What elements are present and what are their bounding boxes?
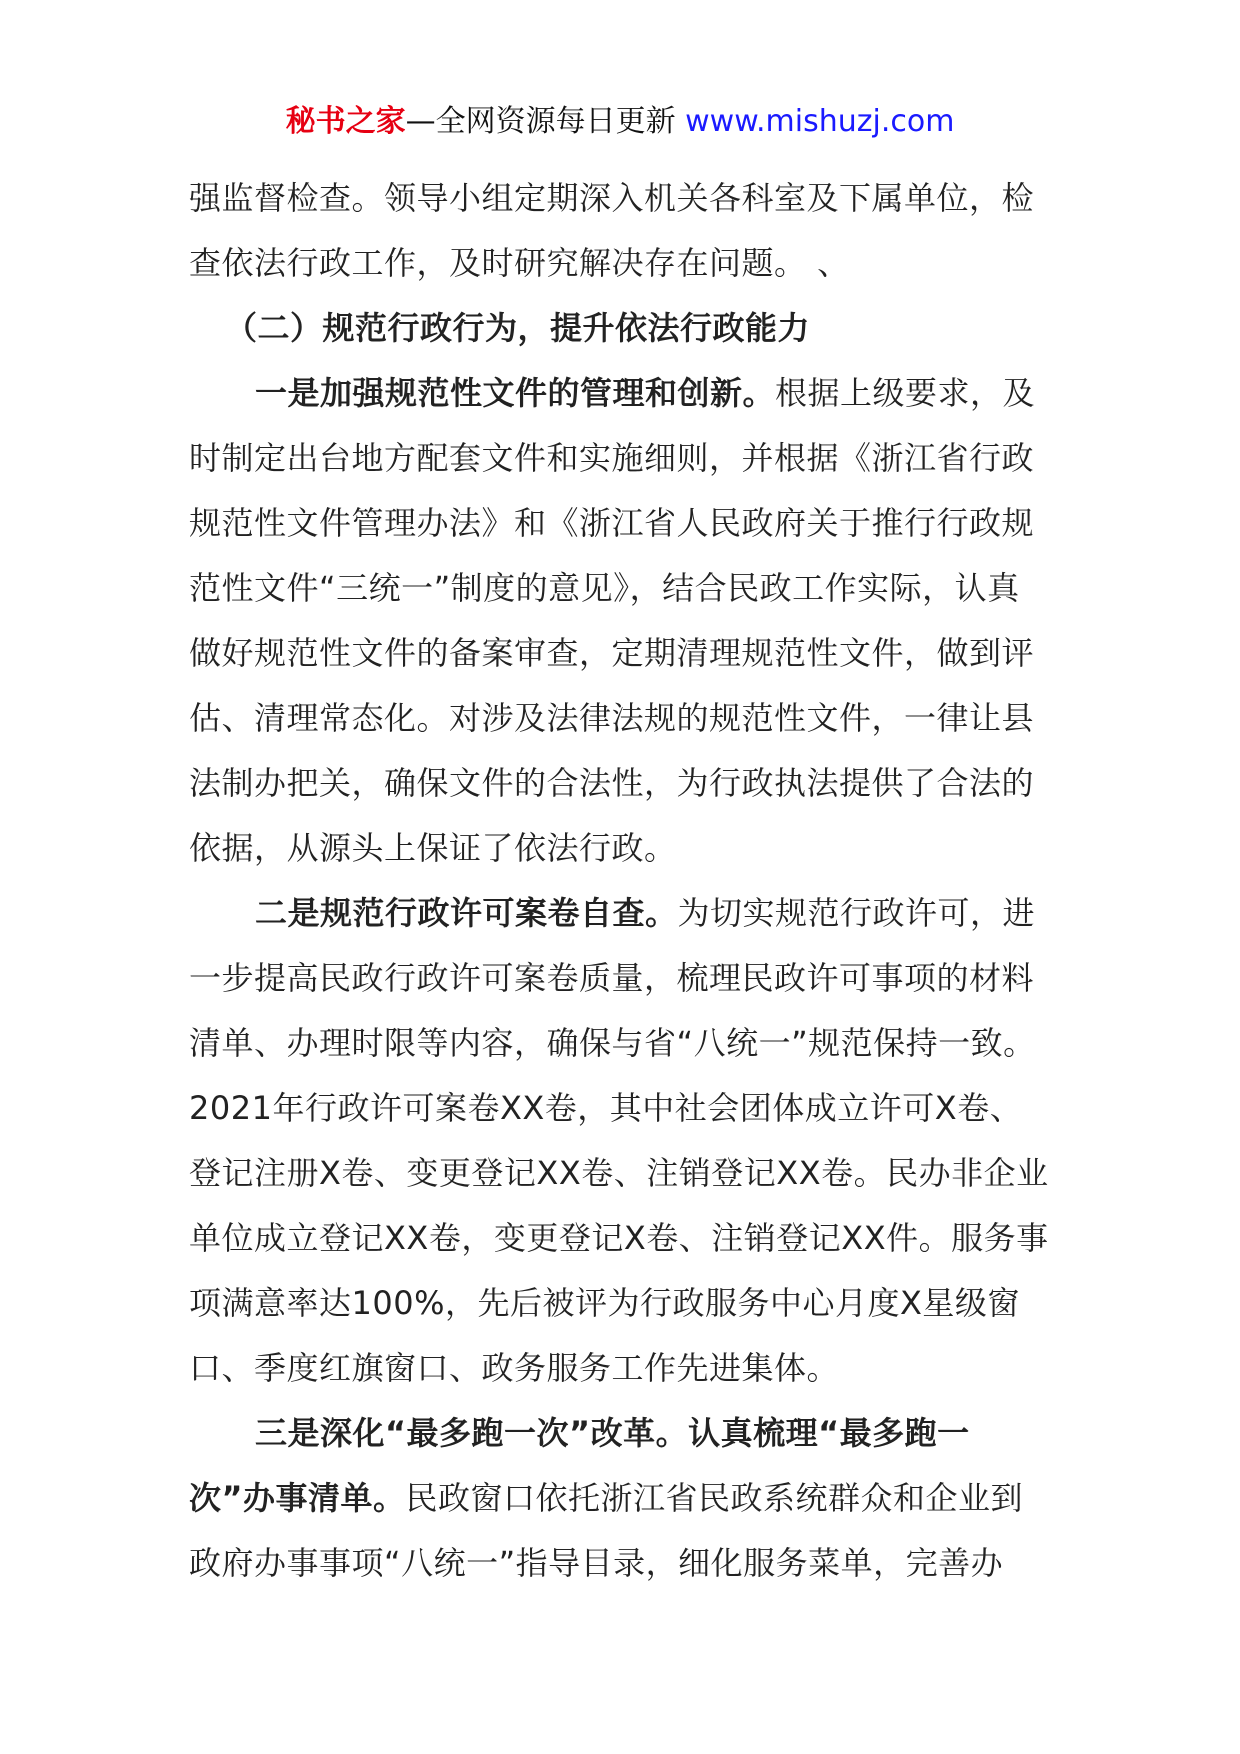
paragraph-3-text: 民政窗口依托浙江省民政系统群众和企业到政府办事事项“八统一”指导目录，细化服务菜单，完善办 (189, 1479, 1024, 1582)
paragraph-continuation: 强监督检查。领导小组定期深入机关各科室及下属单位，检查依法行政工作，及时研究解决存在问题。 、 (189, 179, 1035, 282)
paragraph-2 (189, 881, 1049, 1401)
paragraph-2-lead: 二是规范行政许可案卷自查。 (255, 894, 678, 932)
header-site-link[interactable]: www.mishuzj.com (685, 104, 955, 139)
paragraph-3 (189, 1401, 1049, 1596)
header-tagline: —全网资源每日更新 (405, 104, 686, 139)
header-brand: 秘书之家 (285, 104, 406, 139)
page-header (0, 100, 1240, 144)
section-heading: （二）规范行政行为，提升依法行政能力 (225, 309, 811, 347)
paragraph-3-lead: 三是深化“最多跑一次”改革。认真梳理“最多跑一次”办事清单。 (189, 1414, 970, 1517)
paragraph-1-text: 根据上级要求，及时制定出台地方配套文件和实施细则，并根据《浙江省行政规范性文件管理办法》和《浙江省人民政府关于推行行政规范性文件“三统一”制度的意见》，结合民政工作实际，认真做好规范性文件的备案审查，定期清理规范性文件，做到评估、清理常态化。对涉及法律法规的规范性文件，一律让县法制办把关，确保文件的合法性，为行政执法提供了合法的依据，从源头上保证了依法行政。 (189, 374, 1036, 867)
paragraph-1 (189, 361, 1049, 881)
paragraph-1-lead: 一是加强规范性文件的管理和创新。 (255, 374, 776, 412)
paragraph-2-text: 为切实规范行政许可，进一步提高民政行政许可案卷质量，梳理民政许可事项的材料清单、办理时限等内容，确保与省“八统一”规范保持一致。2021年行政许可案卷XX卷，其中社会团体成立许可X卷、登记注册X卷、变更登记XX卷、注销登记XX卷。民办非企业单位成立登记XX卷，变更登记X卷、注销登记XX件。服务事项满意率达100%，先后被评为行政服务中心月度X星级窗口、季度红旗窗口、政务服务工作先进集体。 (189, 894, 1049, 1387)
document-body (189, 166, 1049, 1596)
